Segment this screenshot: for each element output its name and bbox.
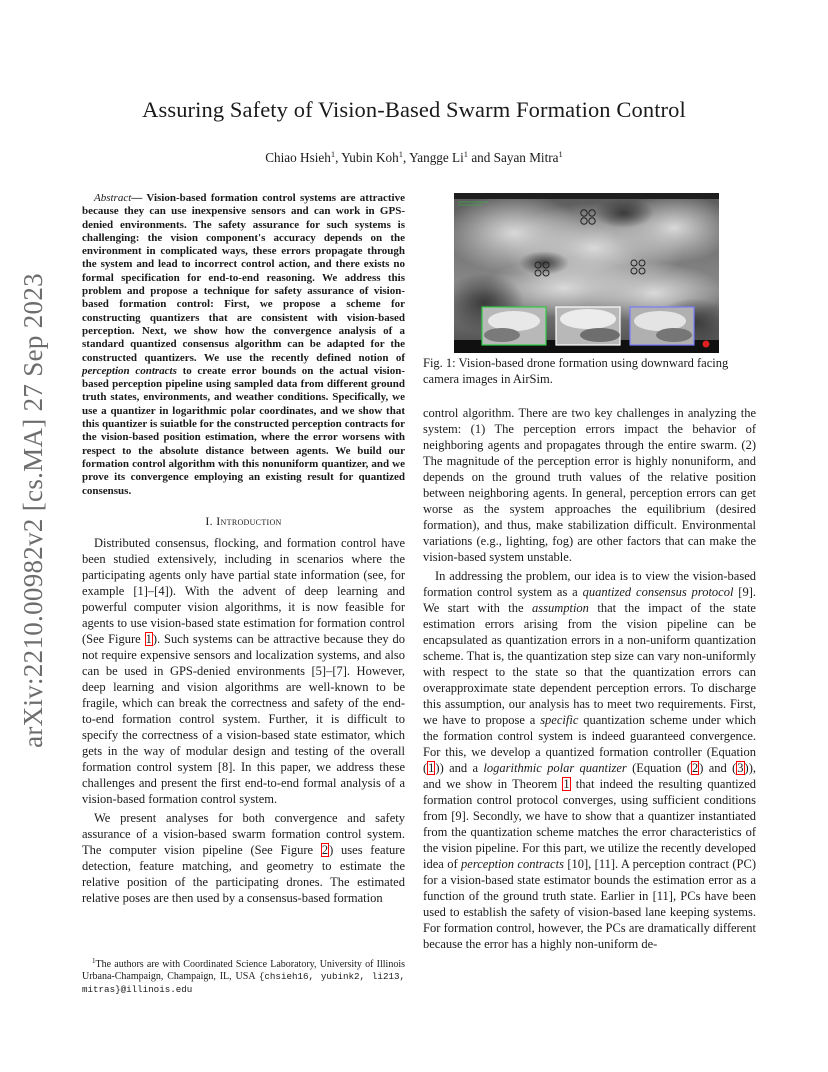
paragraph-text: We present analyses for both convergence and safety assurance of a vision-based swarm formation control system. The computer vision pipeline (See Figure <box>82 810 405 857</box>
paragraph-text: Distributed consensus, flocking, and formation control have been studied extensively, including in scenarios where the participating agents only have partial state information (see, for example [1]–[4]). With the advent of deep learning and powerful computer vision algorithms, it is now feasible for agents to use vision-based state estimation for formation control (See Figure <box>82 535 405 646</box>
right-column <box>423 192 756 955</box>
paragraph-text: ) and ( <box>699 761 737 775</box>
equation-ref-link[interactable]: 1 <box>428 761 435 775</box>
paragraph-text: )), and we show in Theorem <box>423 761 756 791</box>
arxiv-stamp <box>16 272 50 748</box>
left-column <box>82 192 405 909</box>
author-name: Sayan Mitra <box>493 150 559 165</box>
paragraph-text: quantization scheme under which the formation control system is indeed guaranteed convergence. For this, we develop a quantized formation controller (Equation ( <box>423 713 756 775</box>
body-paragraph <box>423 568 756 952</box>
paragraph-text: )) and a <box>435 761 484 775</box>
equation-ref-link[interactable]: 2 <box>691 761 699 775</box>
figure-space <box>423 192 756 355</box>
figure-ref-link[interactable]: 2 <box>321 842 329 857</box>
paragraph-emphasis: logarithmic polar quantizer <box>483 761 627 775</box>
abstract-label: Abstract <box>94 192 132 204</box>
abstract-text: Vision-based formation control systems are attractive because they can use inexpensive sensors and can work in GPS-denied environments. The safety assurance for such systems is challenging: the vision component's accuracy depends on the environment in complicated ways, these errors propagate through the system and lead to incorrect control action, and there exists no formal specification for end-to-end reasoning. We address this problem and propose a technique for safety assurance of vision-based formation control: First, we propose a scheme for constructing quantizers that are consistent with vision-based perception. Next, we show how the convergence analysis of a standard quantized consensus algorithm can be adapted for the constructed quantizers. We use the recently defined notion of <box>82 192 405 364</box>
abstract-emphasis: perception contracts <box>82 364 177 377</box>
footnote-mark: 1 <box>92 957 96 965</box>
abstract-text: to create error bounds on the actual vision-based perception pipeline using sampled data from different ground truth states, environments, and weather conditions. Specifically, we use a quantizer in logarithmic polar coordinates, and we show that this quantizer is suiatble for the constructed perception contracts for the vision-based position estimation, where the error worsens with respect to the absolute distance between agents. We build our formation control algorithm with this nonuniform quantizer, and we prove its convergence employing an existing result for quantized consensus. <box>82 364 405 497</box>
body-paragraph: control algorithm. There are two key challenges in analyzing the system: (1) The perception errors impact the behavior of neighboring agents and propagates through the entire swarm. (2) The magnitude of the perception error is highly nonuniform, and depends on the ground truth values of the relative position between neighboring agents. In general, perception errors can get worse as the system approaches the equilibrium (desired formation), and thus, make stabilization difficult. Environmental variations (e.g., lighting, fog) are other factors that can make the vision-based system unstable. <box>423 406 756 564</box>
affiliation-mark: 1 <box>463 149 469 159</box>
section-heading: I. Introduction <box>205 513 282 528</box>
paragraph-text: [10], [11]. A perception contract (PC) for a vision-based state estimator bounds the estimation error as a function of the ground truth state. Earlier in [11], PCs have been used to establish the safety of vision-based lane keeping systems. For formation control, however, the PCs are dramatically different because the error has a highly non-uniform de- <box>423 857 756 951</box>
paragraph-text: In addressing the problem, our idea is to view the vision-based formation control system as a <box>423 569 756 599</box>
figure-1-caption: Fig. 1: Vision-based drone formation using downward facing camera images in AirSim. <box>423 356 729 386</box>
abstract <box>82 192 405 498</box>
author-separator: and <box>468 150 494 165</box>
paragraph-text: ) uses feature detection, feature matching, and geometry to estimate the relative position of the participating drones. The estimated relative poses are then used by a consensus-based formation <box>82 842 406 905</box>
author-list <box>0 146 828 166</box>
paragraph-emphasis: quantized consensus protocol <box>582 585 734 599</box>
affiliation-mark: 1 <box>330 149 336 159</box>
affiliation-mark: 1 <box>398 149 403 159</box>
author-separator: , <box>335 150 342 165</box>
equation-ref-link[interactable]: 3 <box>737 761 744 775</box>
theorem-ref-link[interactable]: 1 <box>563 777 570 791</box>
author-name: Yangge Li <box>409 150 464 165</box>
paragraph-text: (Equation ( <box>626 761 691 775</box>
affiliation-mark: 1 <box>558 149 563 159</box>
footnote <box>82 955 405 996</box>
author-name: Yubin Koh <box>341 150 399 165</box>
paragraph-emphasis: specific <box>540 713 579 727</box>
arxiv-stamp-text: arXiv:2210.00982v2 [cs.MA] 27 Sep 2023 <box>17 272 48 748</box>
paragraph-emphasis: assumption <box>531 601 589 615</box>
figure-ref-link[interactable]: 1 <box>145 631 152 646</box>
intro-paragraph <box>82 810 405 906</box>
footnote-text: The authors are with Coordinated Science Laboratory, University of Illinois Urbana-Champaign, Champaign, IL, USA <box>82 959 405 983</box>
abstract-dash: — <box>131 192 143 204</box>
paper-title: Assuring Safety of Vision-Based Swarm Formation Control <box>142 97 686 122</box>
intro-paragraph <box>82 535 405 807</box>
paragraph-text: that the impact of the state estimation errors arising from the vision pipeline can be encapsulated as quantization errors in a non-uniform quantization scheme. That is, the quantization step size can vary non-uniformly with respect to the state so that the quantization errors can overapproximate state dependent perception errors. To discharge this assumption, our analysis has to meet two requirements. First, we have to propose a <box>423 601 756 727</box>
paragraph-text: that indeed the resulting quantized formation control protocol converges, using sufficient conditions from [9]. Secondly, we have to show that a quantizer instantiated from the quantization scheme matches the error characteristics of the vision pipeline. For this part, we utilize the recently developed idea of <box>423 777 756 871</box>
author-name: Chiao Hsieh <box>265 150 331 165</box>
author-emails[interactable]: {chsieh16, yubink2, li213, mitras}@illinois.edu <box>82 971 405 995</box>
paragraph-emphasis: perception contracts <box>461 857 564 871</box>
author-separator: , <box>402 150 410 165</box>
paragraph-text: [9]. We start with the <box>423 585 756 615</box>
paragraph-text: ). Such systems can be attractive because they do not require expensive sensors and localization systems, and also can be used in GPS-denied environments [5]–[7]. However, deep learning and vision algorithms are well-known to be fragile, which can break the correctness and safety of the end-to-end formation control system. Further, it is difficult to specify the correctness of a vision-based state estimator, which gets in the way of modular design and testing of the overall formation control system [8]. In this paper, we address these challenges and present the first end-to-end formal analysis of a vision-based formation control system. <box>82 631 405 806</box>
